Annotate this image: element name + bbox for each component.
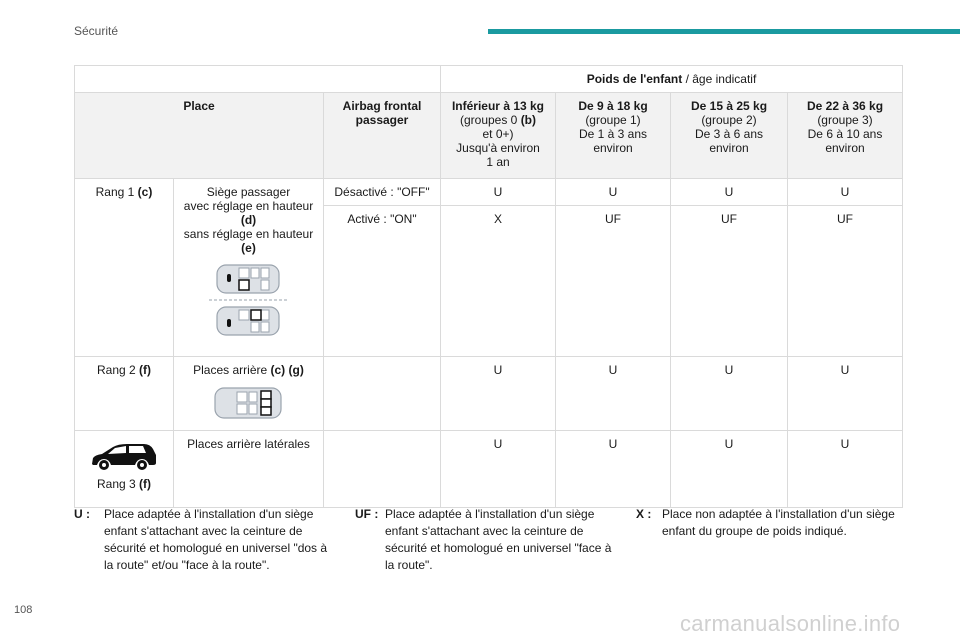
col-group3-weight: De 22 à 36 kg bbox=[806, 99, 884, 113]
col-group3-l3: De 6 à 10 ans bbox=[807, 127, 883, 141]
legend-u-text: Place adaptée à l'installation d'un siège enfant s'attachant avec la ceinture de sécurité et homologué en universel "dos à la route" et/ou "face à la route". bbox=[104, 507, 328, 572]
col-group0-weight: Inférieur à 13 kg bbox=[451, 99, 545, 113]
table-cell: U bbox=[671, 179, 788, 206]
rang2-airbag-empty bbox=[324, 357, 441, 431]
rang1-seat-l1: Siège passager bbox=[206, 185, 291, 199]
rang1-label bbox=[75, 179, 174, 357]
col-group0-l4: Jusqu'à environ bbox=[456, 141, 540, 155]
col-group1-l2: (groupe 1) bbox=[585, 113, 641, 127]
legend-uf-text: Place adaptée à l'installation d'un siège enfant s'attachant avec la ceinture de sécurité et homologué en universel "face à la route". bbox=[385, 507, 612, 572]
rang3-airbag-empty bbox=[324, 431, 441, 508]
table-cell: U bbox=[671, 357, 788, 431]
table-row-rang2 bbox=[75, 357, 903, 431]
legend-u-key: U : bbox=[74, 507, 90, 521]
rang2-label bbox=[75, 357, 174, 431]
table-row-rang1-off bbox=[75, 179, 903, 206]
rang2-label-text: Rang 2 bbox=[96, 363, 140, 377]
rang3-seat: Places arrière latérales bbox=[174, 431, 324, 508]
legend-u bbox=[74, 506, 332, 574]
rang3-label bbox=[75, 431, 174, 508]
child-seat-table bbox=[74, 65, 903, 508]
table-cell: U bbox=[671, 431, 788, 508]
col-group0-l5: 1 an bbox=[486, 155, 510, 169]
rang1-seat bbox=[174, 179, 324, 357]
weight-header bbox=[441, 66, 903, 93]
rang1-label-text: Rang 1 bbox=[95, 185, 138, 199]
table-cell: U bbox=[788, 357, 903, 431]
rang2-seat-text: Places arrière bbox=[193, 363, 271, 377]
rang1-airbag-on: Activé : "ON" bbox=[324, 206, 441, 357]
column-header-row bbox=[75, 93, 903, 179]
rang1-seat-l2-ref: (d) bbox=[240, 213, 257, 227]
rang2-label-ref: (f) bbox=[139, 363, 152, 377]
col-group0-l3: et 0+) bbox=[482, 127, 514, 141]
rang2-seat bbox=[174, 357, 324, 431]
col-group1-weight: De 9 à 18 kg bbox=[578, 99, 648, 113]
col-group1-l4: environ bbox=[593, 141, 633, 155]
legend-uf-key: UF : bbox=[355, 507, 379, 521]
rang1-airbag-off: Désactivé : "OFF" bbox=[324, 179, 441, 206]
car-silhouette-icon bbox=[89, 441, 159, 473]
col-group2-l3: De 3 à 6 ans bbox=[694, 127, 764, 141]
table-cell: UF bbox=[556, 206, 671, 357]
col-airbag: Airbag frontal passager bbox=[324, 93, 441, 179]
table-cell: UF bbox=[671, 206, 788, 357]
rear-seat-diagram-icon bbox=[211, 383, 287, 423]
col-group2-l4: environ bbox=[709, 141, 749, 155]
rang1-seat-l3: sans réglage en hauteur bbox=[183, 227, 314, 241]
rang1-seat-l2: avec réglage en hauteur bbox=[183, 199, 314, 213]
rang1-seat-l3-ref: (e) bbox=[241, 241, 256, 255]
col-group1-l3: De 1 à 3 ans bbox=[578, 127, 648, 141]
col-group1 bbox=[556, 93, 671, 179]
weight-header-row bbox=[75, 66, 903, 93]
table-cell: U bbox=[441, 179, 556, 206]
col-group3-l2: (groupe 3) bbox=[817, 113, 873, 127]
col-group0 bbox=[441, 93, 556, 179]
table-cell: U bbox=[788, 431, 903, 508]
table-cell: U bbox=[788, 179, 903, 206]
table-cell: U bbox=[556, 357, 671, 431]
table-row-rang3 bbox=[75, 431, 903, 508]
front-seat-diagram-icon bbox=[209, 261, 289, 341]
legend-x bbox=[636, 506, 906, 540]
col-group0-l2: (groupes 0 bbox=[459, 113, 521, 127]
rang3-label-ref: (f) bbox=[139, 477, 152, 491]
col-group3 bbox=[788, 93, 903, 179]
table-cell: U bbox=[556, 431, 671, 508]
legend-uf bbox=[355, 506, 620, 574]
weight-header-spacer bbox=[75, 66, 441, 93]
table-cell: U bbox=[441, 431, 556, 508]
col-place: Place bbox=[75, 93, 324, 179]
weight-header-rest: / âge indicatif bbox=[682, 72, 757, 86]
col-group2-l2: (groupe 2) bbox=[701, 113, 757, 127]
rang2-seat-ref: (c) (g) bbox=[270, 363, 304, 377]
col-group3-l4: environ bbox=[825, 141, 865, 155]
weight-header-bold: Poids de l'enfant bbox=[586, 72, 683, 86]
legend-x-key: X : bbox=[636, 507, 652, 521]
col-group2 bbox=[671, 93, 788, 179]
table-cell: UF bbox=[788, 206, 903, 357]
col-group2-weight: De 15 à 25 kg bbox=[690, 99, 768, 113]
rang3-label-text: Rang 3 bbox=[96, 477, 140, 491]
watermark: carmanualsonline.info bbox=[680, 611, 901, 636]
table-cell: X bbox=[441, 206, 556, 357]
page-number: 108 bbox=[14, 604, 33, 616]
col-group0-ref: (b) bbox=[520, 113, 537, 127]
header-accent-bar bbox=[488, 29, 960, 34]
table-cell: U bbox=[441, 357, 556, 431]
legend-x-text: Place non adaptée à l'installation d'un siège enfant du groupe de poids indiqué. bbox=[662, 507, 895, 538]
section-title: Sécurité bbox=[74, 24, 119, 38]
table-cell: U bbox=[556, 179, 671, 206]
rang1-label-ref: (c) bbox=[137, 185, 153, 199]
